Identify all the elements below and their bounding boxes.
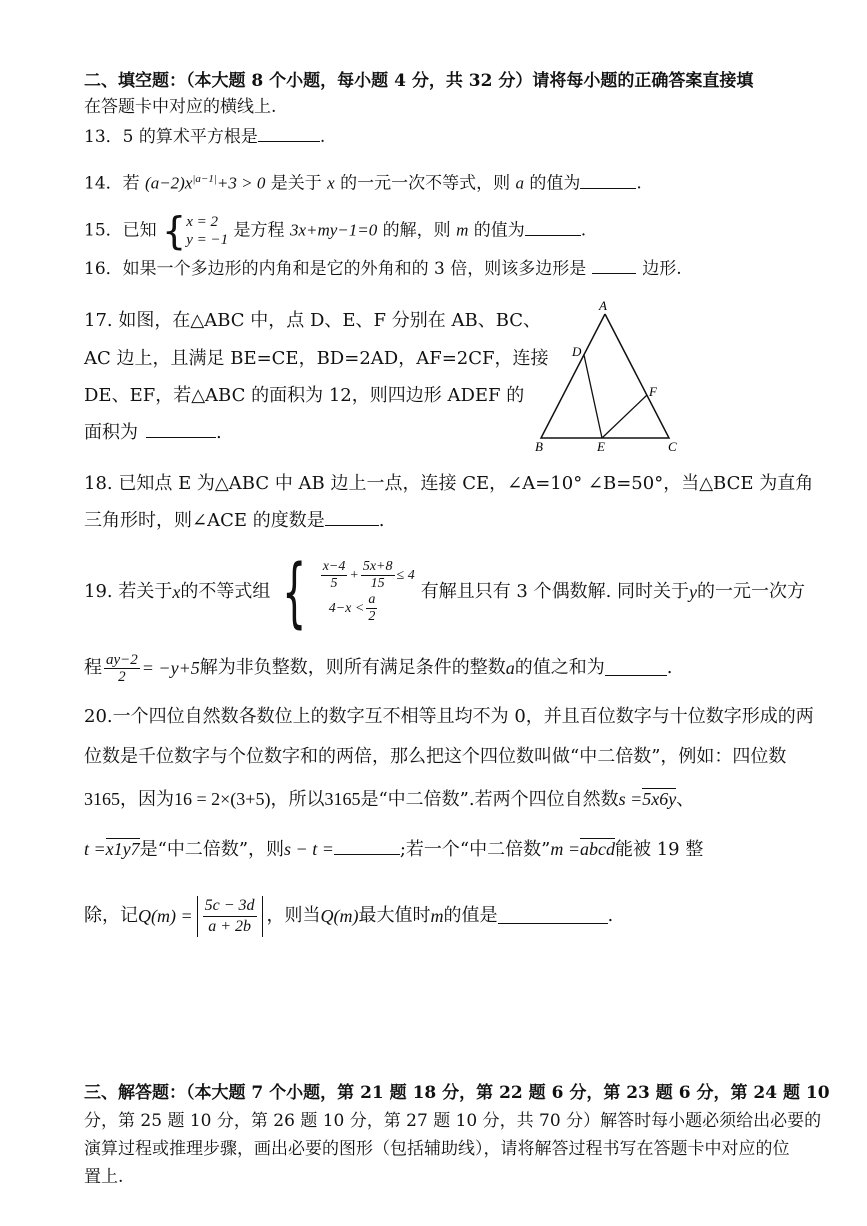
question-20-l3-c: ，所以: [270, 789, 325, 810]
plus-sign: +: [349, 567, 359, 583]
question-17-line-1-text: 17. 如图，在△ABC 中，点 D、E、F 分别在 AB、BC、: [84, 310, 542, 331]
label-f: F: [649, 384, 657, 399]
question-19-pre: 19. 若关于: [84, 581, 173, 602]
answer-blank-17[interactable]: [146, 423, 216, 438]
question-20-l4-b: ;若一个“中二倍数”: [399, 839, 551, 860]
question-19-line-2-mid: 解为非负整数，则所有满足条件的整数: [199, 657, 506, 678]
fraction-4-num: ay−2: [106, 651, 138, 668]
section-2-line-1: 二、填空题：（本大题 8 个小题，每小题 4 分，共 32 分）请将每小题的正确答案直接填: [84, 71, 754, 91]
question-20-line-1-text: 20.一个四位自然数各数位上的数字互不相等且均不为 0，并且百位数字与十位数字形成的两: [84, 706, 814, 727]
question-14-mid: 是关于: [270, 173, 322, 194]
question-15-system: [162, 209, 229, 253]
question-19-rhs: = −y+5: [141, 658, 200, 678]
fraction-q-num: 5c − 3d: [203, 896, 257, 917]
answer-blank-13[interactable]: [258, 127, 320, 142]
fraction-4: [104, 652, 140, 685]
question-17-line-2-text: AC 边上，且满足 BE=CE，BD=2AD，AF=2CF，连接: [84, 348, 549, 369]
var-m-2: m: [430, 906, 444, 926]
question-15-mid-2: 的解，则: [382, 220, 451, 241]
question-15: [84, 209, 587, 253]
section-2-heading: [84, 70, 753, 92]
section-3-line-4: [84, 1166, 123, 1188]
s-minus-t: s − t =: [284, 839, 334, 859]
section-3-line-4-text: 置上.: [84, 1167, 124, 1187]
question-14-end: .: [636, 173, 642, 194]
question-19-row-1: [319, 559, 415, 592]
answer-blank-18[interactable]: [325, 511, 379, 526]
section-3-line-2: [84, 1110, 821, 1132]
answer-blank-20a[interactable]: [334, 840, 400, 855]
le-4: ≤ 4: [396, 567, 415, 583]
fraction-2-den: 15: [370, 576, 385, 591]
label-a: A: [599, 298, 607, 313]
question-18-line-2-text: 三角形时，则∠ACE 的度数是: [84, 510, 325, 531]
number-s: 5x6y: [642, 789, 677, 809]
question-19-line-2: [84, 646, 672, 690]
fraction-2: [361, 559, 395, 592]
question-20-l3-e: 是“中二倍数”.若两个四位自然数: [360, 789, 619, 810]
question-15-var-m: m: [456, 220, 469, 240]
question-15-equation: 3x+my−1=0: [289, 220, 378, 240]
question-19-line-2-pre: 程: [84, 657, 102, 678]
question-19-mid: 的不等式组: [180, 581, 271, 602]
question-20-l5-a: 除，记: [84, 905, 138, 926]
var-t: t =: [84, 839, 106, 859]
question-17-line-2: [84, 348, 548, 370]
fraction-3: [366, 592, 377, 625]
question-19-var-y: y: [689, 582, 698, 602]
brace-icon: {: [162, 209, 187, 253]
section-3-line-3-text: 演算过程或推理步骤，画出必要的图形（包括辅助线），请将解答过程书写在答题卡中对应的位: [84, 1139, 790, 1159]
question-15-row-1: x = 2: [186, 214, 219, 230]
question-17-line-3: [84, 385, 524, 407]
brace-icon: {: [282, 547, 307, 636]
question-13: [84, 126, 325, 148]
triangle-figure: [528, 296, 688, 456]
question-14-mid-2: 的一元一次不等式，则: [340, 173, 511, 194]
question-19-var-a: a: [505, 658, 515, 678]
question-20-end: .: [607, 905, 614, 926]
question-15-mid: 是方程: [233, 220, 285, 241]
number-m: abcd: [579, 839, 615, 859]
question-19-end: .: [666, 657, 673, 678]
question-20-l5-b: ，则当: [266, 905, 321, 926]
answer-blank-16[interactable]: [592, 259, 636, 274]
question-20-l4-c: 能被 19 整: [614, 839, 704, 860]
answer-blank-15[interactable]: [525, 221, 581, 236]
question-15-system-rows: [186, 213, 228, 249]
section-2-line-2-text: 在答题卡中对应的横线上.: [84, 97, 277, 117]
section-3-line-2-text: 分，第 25 题 10 分，第 26 题 10 分，第 27 题 10 分，共 70 分）解答时每小题必须给出必要的: [84, 1111, 822, 1131]
q-of-m-2: Q(m): [320, 906, 359, 926]
question-20-line-3: [84, 788, 694, 811]
question-20-line-2: [84, 746, 786, 768]
var-s: s =: [618, 789, 643, 809]
question-15-end: .: [580, 220, 587, 241]
question-19-row-2: [329, 592, 380, 625]
question-20-line-4: [84, 838, 703, 861]
question-19-post: 有解且只有 3 个偶数解. 同时关于: [420, 581, 690, 602]
answer-blank-14[interactable]: [580, 174, 636, 189]
q-of-m: Q(m) =: [138, 906, 193, 926]
row-2-lhs: 4−x <: [328, 600, 365, 616]
example-number: 3165: [84, 789, 120, 809]
segment-ef: [602, 395, 647, 438]
answer-blank-19[interactable]: [605, 661, 667, 676]
fraction-q: [203, 896, 257, 937]
fraction-1-den: 5: [330, 576, 338, 591]
label-e: E: [597, 439, 605, 454]
fraction-3-den: 2: [368, 609, 376, 624]
fraction-2-num: 5x+8: [362, 559, 393, 574]
question-18-line-1: [84, 473, 813, 495]
question-16-pre: 16．如果一个多边形的内角和是它的外角和的 3 倍，则该多边形是: [84, 259, 587, 279]
question-13-text: 13．5 的算术平方根是: [84, 127, 258, 147]
question-20-l5-c: 最大值时: [358, 905, 431, 926]
question-16: [84, 258, 682, 280]
question-14-var-x: x: [327, 173, 335, 193]
question-18-end: .: [378, 510, 385, 531]
label-d: D: [572, 344, 582, 359]
question-20-l3-f: 、: [676, 789, 695, 810]
question-18-line-2: [84, 510, 384, 532]
question-17-line-1: [84, 310, 541, 332]
question-14-pre: 14．若: [84, 173, 140, 194]
fraction-1-num: x−4: [322, 559, 346, 574]
question-13-end: .: [319, 127, 326, 147]
section-3-line-1-text: 三、解答题：（本大题 7 个小题，第 21 题 18 分，第 22 题 6 分，第 23 题 6 分，第 24 题 10: [84, 1083, 830, 1103]
question-14-var-a: a: [515, 173, 524, 193]
question-19-system: [270, 547, 415, 636]
question-15-post: 的值为: [473, 220, 525, 241]
question-14: [84, 168, 642, 195]
question-19-line-2-post: 的值之和为: [514, 657, 605, 678]
question-15-row-2: y = −1: [186, 232, 229, 248]
question-16-post: 边形.: [642, 259, 682, 279]
question-20-line-1: [84, 706, 814, 728]
question-20-l3-b: ，因为: [120, 789, 174, 810]
question-20-line-2-text: 位数是千位数字与个位数字和的两倍，那么把这个四位数叫做“中二倍数”，例如：四位数: [84, 746, 787, 767]
segment-de: [584, 355, 602, 438]
label-b: B: [535, 439, 543, 454]
question-19-var-x: x: [172, 582, 181, 602]
question-19-system-rows: [319, 559, 415, 625]
number-t: x1y7: [105, 839, 140, 859]
question-17-line-4: [84, 422, 222, 444]
example-equation: 16 = 2×(3+5): [174, 789, 271, 809]
question-15-pre: 15．已知: [84, 220, 157, 241]
question-17-line-3-text: DE、EF，若△ABC 的面积为 12，则四边形 ADEF 的: [84, 385, 525, 406]
var-m: m =: [550, 839, 580, 859]
question-19-line-1: [84, 547, 806, 636]
question-20-line-5: [84, 890, 613, 942]
label-c: C: [668, 439, 677, 454]
question-19-post-2: 的一元一次方: [697, 581, 806, 602]
section-2-line-2: [84, 96, 276, 118]
example-number-2: 3165: [324, 789, 361, 809]
fraction-1: [321, 559, 348, 592]
question-14-post: 的值为: [529, 173, 581, 194]
question-14-exponent: |a−1|: [192, 173, 217, 185]
section-3-line-1: [84, 1082, 830, 1104]
fraction-q-den: a + 2b: [208, 917, 251, 935]
abs-value: [197, 896, 263, 937]
question-20-l4-a: 是“中二倍数”，则: [139, 839, 285, 860]
question-18-line-1-text: 18. 已知点 E 为△ABC 中 AB 边上一点，连接 CE，∠A=10° ∠B=50°，当△BCE 为直角: [84, 473, 814, 494]
question-20-l5-d: 的值是: [443, 905, 498, 926]
question-17-line-4-text: 面积为: [84, 422, 138, 443]
question-17-end: .: [216, 422, 222, 443]
triangle-abc: [541, 314, 669, 438]
question-14-expr-2: +3 > 0: [216, 173, 266, 193]
question-14-expr: (a−2)x: [145, 173, 193, 193]
fraction-3-num: a: [368, 592, 376, 607]
fraction-4-den: 2: [118, 668, 126, 685]
answer-blank-20b[interactable]: [498, 909, 608, 924]
section-3-line-3: [84, 1138, 790, 1160]
